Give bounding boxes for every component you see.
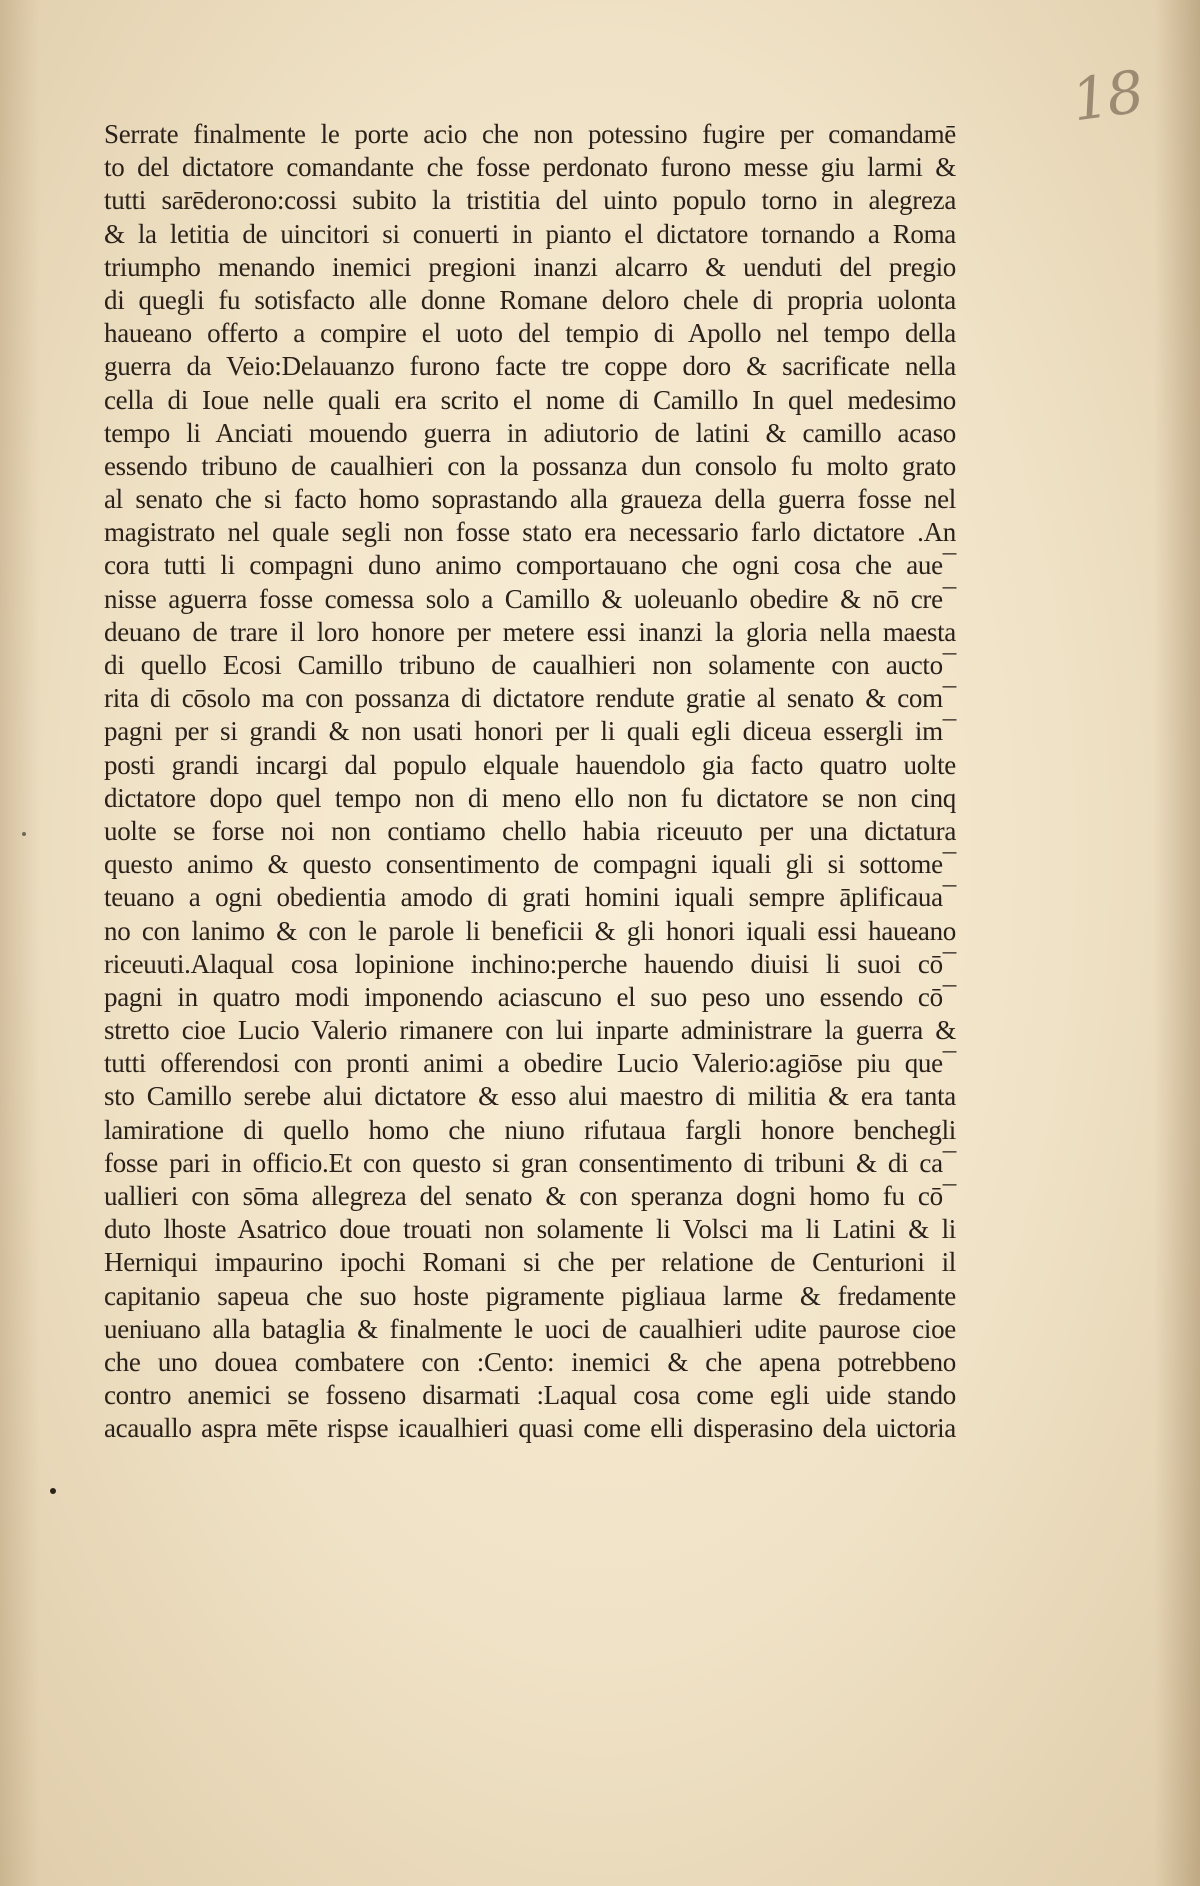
text-line: di quello Ecosi Camillo tribuno de caualhieri non solamente con aucto¯ (104, 650, 956, 680)
text-line: teuano a ogni obedientia amodo di grati homini iquali sempre āplificaua¯ (104, 882, 956, 913)
text-line: contro anemici se fosseno disarmati :Laqual cosa come egli uide stando (104, 1380, 956, 1411)
text-line: haueano offerto a compire el uoto del tempio di Apollo nel tempo della (104, 318, 956, 349)
text-line: essendo tribuno de caualhieri con la possanza dun consolo fu molto grato (104, 450, 956, 481)
text-line: Herniqui impaurino ipochi Romani si che per relatione de Centurioni il (104, 1247, 956, 1278)
text-line: fosse pari in officio.Et con questo si gran consentimento di tribuni & di ca¯ (104, 1147, 956, 1178)
text-line: rita di cōsolo ma con possanza di dictatore rendute gratie al senato & com¯ (104, 683, 956, 714)
text-line: dictatore dopo quel tempo non di meno ello non fu dictatore se non cinq (104, 782, 956, 813)
text-line: di quegli fu sotisfacto alle donne Romane deloro chele di propria uolonta (104, 284, 956, 315)
text-line: no con lanimo & con le parole li beneficii & gli honori iquali essi haueano (104, 915, 956, 946)
text-line: uallieri con sōma allegreza del senato & con speranza dogni homo fu cō¯ (104, 1181, 956, 1211)
text-line: che uno douea combatere con :Cento: inemici & che apena potrebbeno (104, 1346, 956, 1377)
text-line: lamiratione di quello homo che niuno rifutaua fargli honore benchegli (104, 1114, 956, 1145)
ink-dot (22, 832, 26, 836)
text-line: stretto cioe Lucio Valerio rimanere con lui inparte administrare la guerra & (104, 1015, 956, 1046)
text-line: & la letitia de uincitori si conuerti in pianto el dictatore tornando a Roma (104, 218, 956, 249)
text-line: tutti offerendosi con pronti animi a obedire Lucio Valerio:agiōse piu que¯ (104, 1048, 956, 1079)
text-line: pagni in quatro modi imponendo aciascuno el suo peso uno essendo cō¯ (104, 981, 956, 1012)
text-line: al senato che si facto homo soprastando alla graueza della guerra fosse nel (104, 484, 956, 515)
ink-dot (50, 1488, 56, 1494)
text-line: duto lhoste Asatrico doue trouati non solamente li Volsci ma li Latini & li (104, 1214, 956, 1245)
text-line: sto Camillo serebe alui dictatore & esso alui maestro di militia & era tanta (104, 1081, 956, 1112)
text-line: tutti sarēderono:cossi subito la tristitia del uinto populo torno in alegreza (104, 185, 956, 216)
folio-number: 18 (1067, 57, 1147, 135)
text-line: Serrate finalmente le porte acio che non potessino fugire per comandamē (104, 119, 956, 149)
text-line: acauallo aspra mēte rispse icaualhieri quasi come elli disperasino dela uictoria (104, 1413, 956, 1444)
text-line: uolte se forse noi non contiamo chello habia riceuuto per una dictatura (104, 815, 956, 846)
text-line: cora tutti li compagni duno animo comportauano che ogni cosa che aue¯ (104, 550, 956, 581)
text-line: cella di Ioue nelle quali era scrito el nome di Camillo In quel medesimo (104, 384, 956, 415)
text-line: questo animo & questo consentimento de compagni iquali gli si sottome¯ (104, 849, 956, 880)
text-line: ueniuano alla bataglia & finalmente le uoci de caualhieri udite paurose cioe (104, 1313, 956, 1344)
text-line: capitanio sapeua che suo hoste pigramente pigliaua larme & fredamente (104, 1280, 956, 1311)
text-line: riceuuti.Alaqual cosa lopinione inchino:perche hauendo diuisi li suoi cō¯ (104, 948, 956, 979)
text-line: to del dictatore comandante che fosse perdonato furono messe giu larmi & (104, 152, 956, 183)
text-line: nisse aguerra fosse comessa solo a Camillo & uoleuanlo obedire & nō cre¯ (104, 583, 956, 614)
text-line: posti grandi incargi dal populo elquale hauendolo gia facto quatro uolte (104, 749, 956, 780)
text-line: deuano de trare il loro honore per metere essi inanzi la gloria nella maesta (104, 616, 956, 647)
text-line: tempo li Anciati mouendo guerra in adiutorio de latini & camillo acaso (104, 417, 956, 448)
text-line: magistrato nel quale segli non fosse stato era necessario farlo dictatore .An (104, 517, 956, 548)
text-block (104, 118, 956, 1446)
text-line: triumpho menando inemici pregioni inanzi alcarro & uenduti del pregio (104, 251, 956, 282)
text-line: guerra da Veio:Delauanzo furono facte tre coppe doro & sacrificate nella (104, 351, 956, 382)
text-line: pagni per si grandi & non usati honori per li quali egli diceua essergli im¯ (104, 716, 956, 747)
